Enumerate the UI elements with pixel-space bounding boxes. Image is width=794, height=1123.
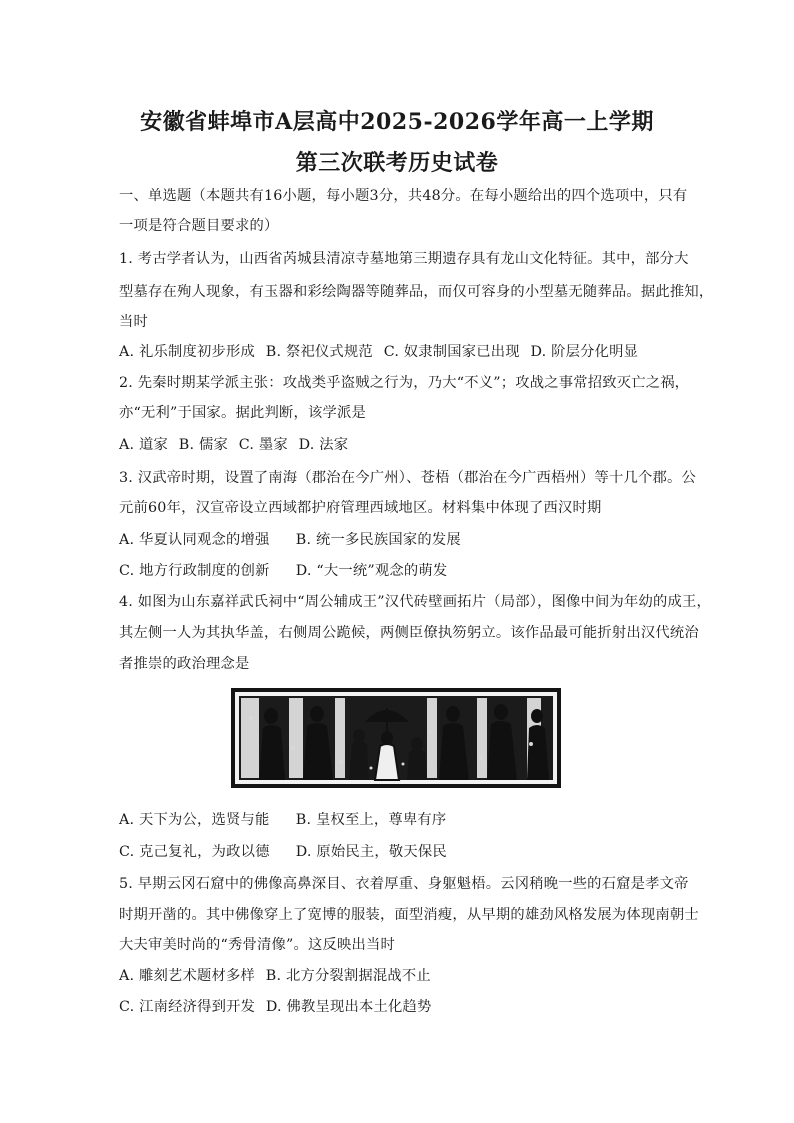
q3-stem-line1: 3. 汉武帝时期，设置了南海（郡治在今广州）、苍梧（郡治在今广西梧州）等十几个郡。公 bbox=[119, 470, 697, 486]
q4-option-c: C. 克己复礼，为政以德 bbox=[119, 844, 270, 860]
rubbing-illustration bbox=[231, 688, 561, 788]
q2-stem-line2: 亦“无利”于国家。据此判断，该学派是 bbox=[119, 405, 366, 421]
q4-options-row1 bbox=[119, 810, 679, 830]
q2-option-b: B. 儒家 bbox=[178, 437, 228, 453]
exam-title-line2: 第三次联考历史试卷 bbox=[295, 150, 499, 176]
q4-stem-line1: 4. 如图为山东嘉祥武氏祠中“周公辅成王”汉代砖壁画拓片（局部），图像中间为年幼的成王， bbox=[119, 594, 712, 610]
q2-options bbox=[119, 435, 679, 455]
rubbing-image bbox=[231, 688, 561, 788]
q1-option-b: B. 祭祀仪式规范 bbox=[265, 344, 373, 360]
q1-stem-line1: 1. 考古学者认为，山西省芮城县清凉寺墓地第三期遗存具有龙山文化特征。其中，部分大 bbox=[119, 251, 689, 267]
q1-option-d: D. 阶层分化明显 bbox=[530, 344, 639, 360]
q5-stem-line3: 大夫审美时尚的“秀骨清像”。这反映出当时 bbox=[119, 937, 395, 953]
q1-stem-line3: 当时 bbox=[119, 314, 148, 330]
q1-option-a: A. 礼乐制度初步形成 bbox=[119, 344, 255, 360]
q3-option-c: C. 地方行政制度的创新 bbox=[119, 563, 270, 579]
q3-option-a: A. 华夏认同观念的增强 bbox=[119, 532, 270, 548]
q4-option-d: D. 原始民主，敬天保民 bbox=[295, 844, 447, 860]
q5-option-b: B. 北方分裂割据混战不止 bbox=[265, 968, 431, 984]
q3-options-row2 bbox=[119, 561, 679, 581]
q3-options-row1 bbox=[119, 530, 679, 550]
q2-stem-line1: 2. 先秦时期某学派主张：攻战类乎盗贼之行为，乃大“不义”；攻战之事常招致灭亡之祸， bbox=[119, 375, 690, 391]
q5-option-d: D. 佛教呈现出本土化趋势 bbox=[265, 999, 432, 1015]
q4-option-b: B. 皇权至上，尊卑有序 bbox=[295, 812, 447, 828]
q5-option-a: A. 雕刻艺术题材多样 bbox=[119, 968, 255, 984]
q3-stem-line2: 元前60年，汉宣帝设立西域都护府管理西域地区。材料集中体现了西汉时期 bbox=[119, 500, 602, 516]
q5-options-row1 bbox=[119, 966, 679, 986]
q5-stem-line1: 5. 早期云冈石窟中的佛像高鼻深目、衣着厚重、身躯魁梧。云冈稍晚一些的石窟是孝文帝 bbox=[119, 876, 689, 892]
q5-option-c: C. 江南经济得到开发 bbox=[119, 999, 256, 1015]
section-intro-line1: 一、单选题（本题共有16小题，每小题3分，共48分。在每小题给出的四个选项中，只有 bbox=[119, 188, 688, 204]
q2-option-a: A. 道家 bbox=[119, 437, 169, 453]
q5-stem-line2: 时期开凿的。其中佛像穿上了宽博的服装，面型消瘦，从早期的雄劲风格发展为体现南朝士 bbox=[119, 907, 699, 923]
q5-options-row2 bbox=[119, 997, 679, 1017]
q3-option-b: B. 统一多民族国家的发展 bbox=[295, 532, 461, 548]
q4-option-a: A. 天下为公，选贤与能 bbox=[119, 812, 270, 828]
exam-title-line1: 安徽省蚌埠市A层高中2025-2026学年高一上学期 bbox=[140, 109, 654, 135]
q2-option-c: C. 墨家 bbox=[238, 437, 288, 453]
q2-option-d: D. 法家 bbox=[298, 437, 349, 453]
q1-option-c: C. 奴隶制国家已出现 bbox=[383, 344, 520, 360]
q1-options bbox=[119, 342, 679, 362]
q4-stem-line2: 其左侧一人为其执华盖，右侧周公跪候，两侧臣僚执笏躬立。该作品最可能折射出汉代统治 bbox=[119, 625, 699, 641]
q4-options-row2 bbox=[119, 842, 679, 862]
section-intro-line2: 一项是符合题目要求的） bbox=[119, 218, 279, 234]
q3-option-d: D. “大一统”观念的萌发 bbox=[295, 563, 448, 579]
q4-stem-line3: 者推崇的政治理念是 bbox=[119, 656, 250, 672]
q1-stem-line2: 型墓存在殉人现象，有玉器和彩绘陶器等随葬品，而仅可容身的小型墓无随葬品。据此推知， bbox=[119, 284, 714, 300]
